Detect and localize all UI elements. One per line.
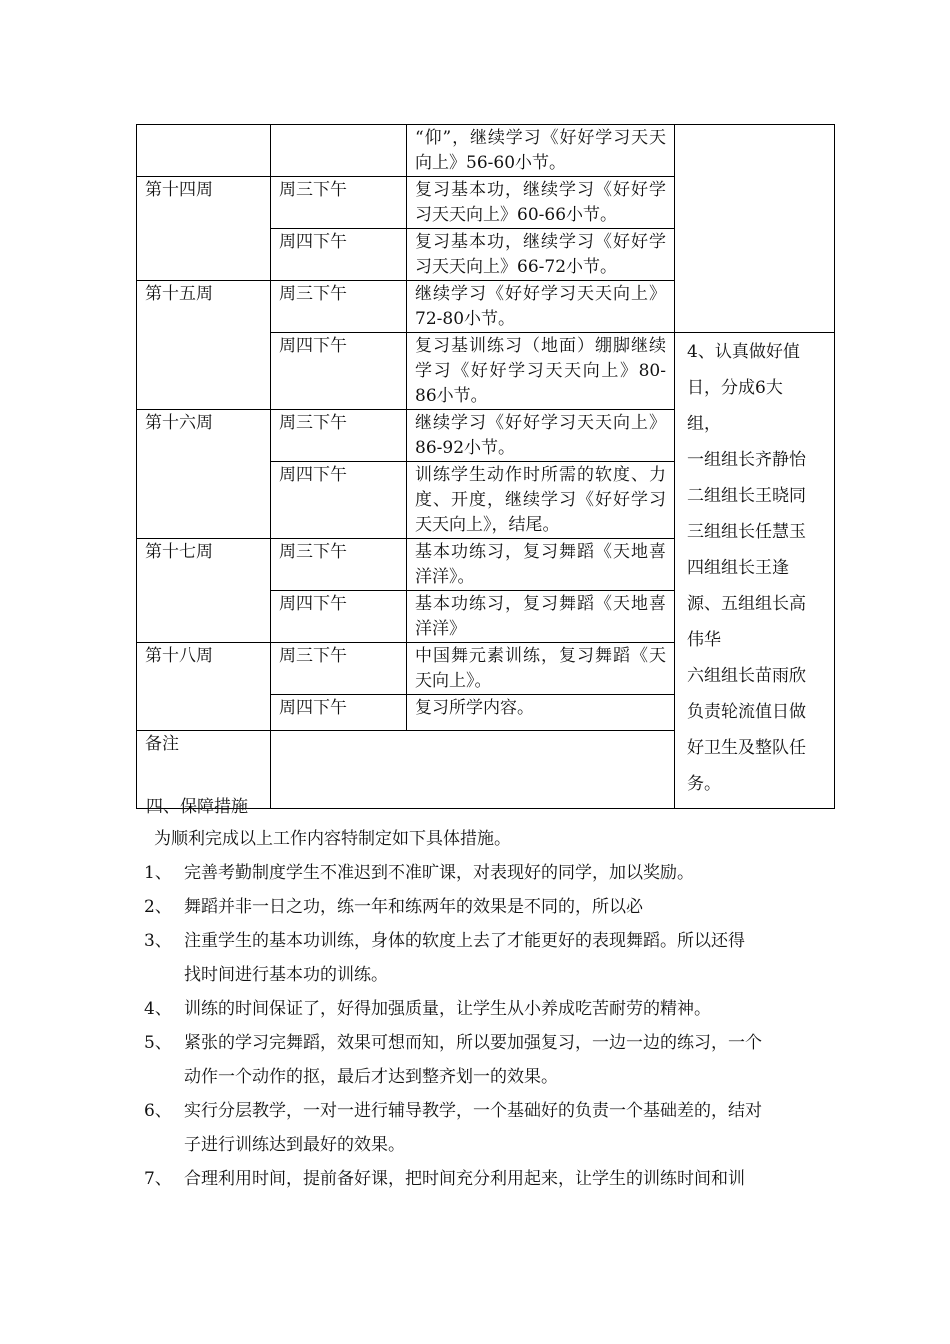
- item-text: 完善考勤制度学生不准迟到不准旷课，对表现好的同学，加以奖励。: [184, 863, 694, 883]
- time-cell: [271, 125, 407, 177]
- list-item: [136, 856, 836, 890]
- time-cell: 周三下午: [271, 643, 407, 695]
- list-item: [136, 1094, 836, 1162]
- content-cell: 复习基训练习（地面）绷脚继续学习《好好学习天天向上》80-86小节。: [407, 333, 675, 410]
- time-cell: 周三下午: [271, 410, 407, 462]
- item-text: 紧张的学习完舞蹈，效果可想而知，所以要加强复习，一边一边的练习，一个 动作一个动作的抠，最后才达到整齐划一的效果。: [184, 1033, 762, 1087]
- item-number: 1、: [144, 863, 172, 883]
- duty-note-cell: [675, 333, 835, 809]
- table-row: [137, 125, 835, 177]
- remark-label: 备注: [137, 731, 271, 809]
- content-cell: 复习所学内容。: [407, 695, 675, 731]
- section-intro: 为顺利完成以上工作内容特制定如下具体措施。: [154, 829, 511, 849]
- section-title: 四、保障措施: [146, 797, 248, 817]
- item-text: 训练的时间保证了，好得加强质量，让学生从小养成吃苦耐劳的精神。: [184, 999, 711, 1019]
- time-cell: 周三下午: [271, 281, 407, 333]
- item-number: 6、: [144, 1101, 172, 1121]
- item-number: 7、: [144, 1169, 172, 1189]
- duty-note-text: 4、认真做好值 日，分成6大 组， 一组组长齐静怡 二组组长王晓同 三组组长任慧玉 四组组长王逢 源、五组组长高 伟华 六组组长苗雨欣 负责轮流值日做 好卫生及整队任 务。: [687, 342, 806, 794]
- time-cell: 周四下午: [271, 333, 407, 410]
- list-item: [136, 924, 836, 992]
- list-item: [136, 1162, 836, 1196]
- item-text: 舞蹈并非一日之功，练一年和练两年的效果是不同的，所以必: [184, 897, 643, 917]
- note-cell-empty: [675, 125, 835, 333]
- week-cell: 第十七周: [137, 539, 271, 643]
- content-cell: 中国舞元素训练，复习舞蹈《天天向上》。: [407, 643, 675, 695]
- time-cell: 周四下午: [271, 591, 407, 643]
- content-cell: “仰”，继续学习《好好学习天天向上》56-60小节。: [407, 125, 675, 177]
- content-cell: 基本功练习，复习舞蹈《天地喜洋洋》: [407, 591, 675, 643]
- item-text: 注重学生的基本功训练，身体的软度上去了才能更好的表现舞蹈。所以还得 找时间进行基本功的训练。: [184, 931, 745, 985]
- time-cell: 周三下午: [271, 539, 407, 591]
- time-cell: 周四下午: [271, 695, 407, 731]
- list-item: [136, 890, 836, 924]
- item-number: 3、: [144, 931, 172, 951]
- measures-list: [136, 856, 836, 1196]
- content-cell: 继续学习《好好学习天天向上》86-92小节。: [407, 410, 675, 462]
- list-item: [136, 992, 836, 1026]
- content-cell: 基本功练习，复习舞蹈《天地喜洋洋》。: [407, 539, 675, 591]
- time-cell: 周三下午: [271, 177, 407, 229]
- week-cell: 第十六周: [137, 410, 271, 539]
- content-cell: 训练学生动作时所需的软度、力度、开度，继续学习《好好学习天天向上》，结尾。: [407, 462, 675, 539]
- time-cell: 周四下午: [271, 229, 407, 281]
- content-cell: 复习基本功，继续学习《好好学习天天向上》66-72小节。: [407, 229, 675, 281]
- week-cell: 第十五周: [137, 281, 271, 410]
- time-cell: 周四下午: [271, 462, 407, 539]
- item-text: 实行分层教学，一对一进行辅导教学，一个基础好的负责一个基础差的，结对 子进行训练达到最好的效果。: [184, 1101, 762, 1155]
- content-cell: 复习基本功，继续学习《好好学习天天向上》60-66小节。: [407, 177, 675, 229]
- item-number: 4、: [144, 999, 172, 1019]
- week-cell: 第十八周: [137, 643, 271, 731]
- item-number: 5、: [144, 1033, 172, 1053]
- measures-section: [136, 792, 836, 1196]
- item-text: 合理利用时间，提前备好课，把时间充分利用起来，让学生的训练时间和训: [184, 1169, 745, 1189]
- week-cell: [137, 125, 271, 177]
- list-item: [136, 1026, 836, 1094]
- week-cell: 第十四周: [137, 177, 271, 281]
- item-number: 2、: [144, 897, 172, 917]
- schedule-table: [136, 124, 835, 809]
- content-cell: 继续学习《好好学习天天向上》72-80小节。: [407, 281, 675, 333]
